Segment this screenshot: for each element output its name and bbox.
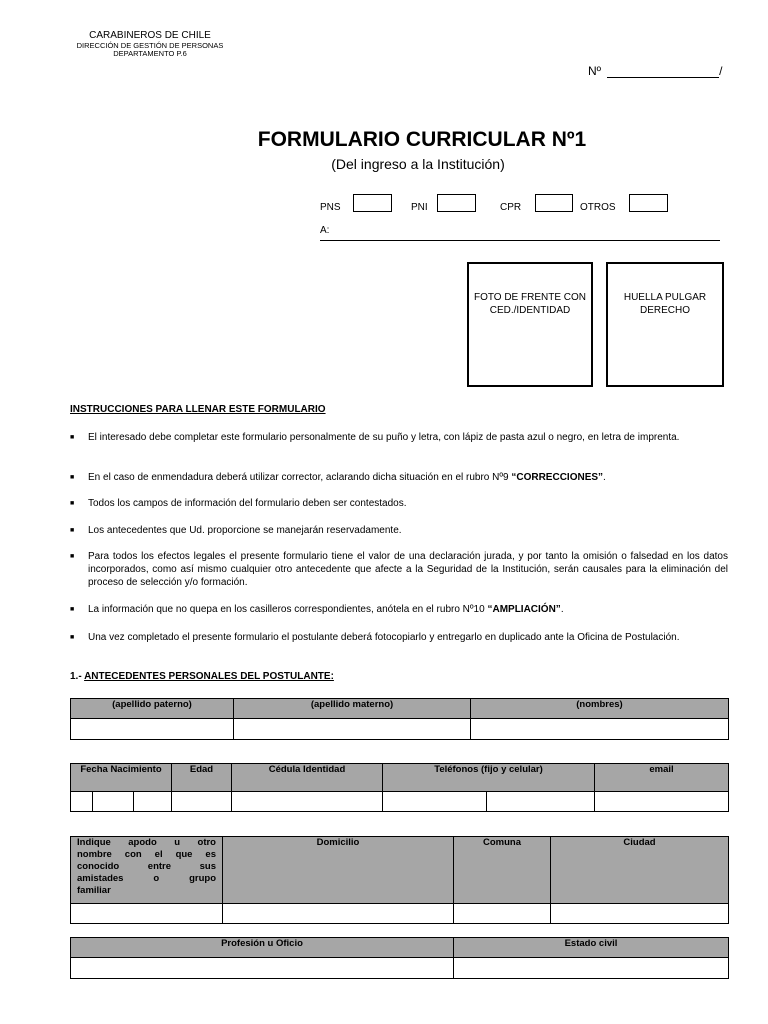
form-subtitle: (Del ingreso a la Institución): [331, 156, 505, 172]
header-nombres: (nombres): [471, 699, 729, 719]
code-label-pns: PNS: [320, 202, 341, 213]
bullet-icon: ■: [70, 634, 75, 641]
bullet-icon: ■: [70, 500, 75, 507]
instruction-text: Para todos los efectos legales el presente formulario tiene el valor de una declaración jurada, y por tanto la omisión o falsedad en los datos incorporados, como así mismo cualquier otro antecedente que afecte a la Seguridad de la Institución, serán causales para la eliminación del proceso de selección y/o formación.: [88, 551, 728, 588]
header-telefonos: Teléfonos (fijo y celular): [383, 764, 595, 792]
instruction-item: [70, 524, 728, 537]
input-email[interactable]: [595, 792, 729, 812]
header-apellido-materno: (apellido materno): [234, 699, 471, 719]
photo-label-line2: CED./IDENTIDAD: [489, 305, 571, 316]
code-box-pns[interactable]: [353, 194, 392, 212]
apodo-line: familiar: [77, 885, 111, 896]
names-table: [70, 698, 729, 740]
photo-box: [467, 262, 593, 387]
input-domicilio[interactable]: [223, 904, 454, 924]
thumbprint-box: [606, 262, 724, 387]
apodo-line: amistades o grupo: [77, 873, 216, 884]
code-label-pni: PNI: [411, 202, 428, 213]
code-box-cpr[interactable]: [535, 194, 573, 212]
input-apodo[interactable]: [71, 904, 223, 924]
instruction-item: [70, 631, 728, 644]
input-estado-civil[interactable]: [454, 958, 729, 979]
profession-table: [70, 937, 729, 979]
input-birth-year[interactable]: [134, 792, 172, 812]
organization-header: [60, 30, 240, 59]
number-label: Nº: [588, 64, 602, 78]
number-line[interactable]: [607, 65, 719, 78]
org-name: CARABINEROS DE CHILE: [89, 30, 211, 41]
bullet-icon: ■: [70, 434, 75, 441]
instruction-text: En el caso de enmendadura deberá utilizar corrector, aclarando dicha situación en el rubro Nº9 “CORRECCIONES”.: [88, 472, 606, 483]
input-telefono-fijo[interactable]: [383, 792, 487, 812]
instruction-item: [70, 497, 728, 510]
input-birth-day[interactable]: [71, 792, 93, 812]
instruction-text: Una vez completado el presente formulario el postulante deberá fotocopiarlo y entregarlo en duplicado ante la Oficina de Postulación.: [88, 632, 680, 643]
org-directorate: DIRECCIÓN DE GESTIÓN DE PERSONAS: [76, 40, 224, 50]
address-table: [70, 836, 729, 924]
instruction-item: [70, 550, 728, 589]
instructions-title: INSTRUCCIONES PARA LLENAR ESTE FORMULARIO: [70, 404, 326, 415]
apodo-line: nombre con el que es: [77, 849, 216, 860]
input-telefono-celular[interactable]: [487, 792, 595, 812]
number-suffix: /: [719, 64, 723, 78]
thumb-label-line2: DERECHO: [639, 305, 690, 316]
thumb-label-line1: HUELLA PULGAR: [623, 292, 707, 303]
instruction-item: [70, 471, 728, 484]
input-comuna[interactable]: [454, 904, 551, 924]
header-ciudad: Ciudad: [551, 837, 729, 904]
section1-title: ANTECEDENTES PERSONALES DEL POSTULANTE:: [84, 671, 334, 682]
code-box-pni[interactable]: [437, 194, 476, 212]
org-department: DEPARTAMENTO P.6: [113, 49, 187, 59]
input-birth-month[interactable]: [93, 792, 134, 812]
code-label-otros: OTROS: [580, 202, 616, 213]
instruction-item: [70, 431, 728, 444]
header-apodo: [71, 837, 223, 904]
bullet-icon: ■: [70, 474, 75, 481]
apodo-line: Indique apodo u otro: [77, 837, 216, 848]
form-title: FORMULARIO CURRICULAR Nº1: [257, 128, 587, 151]
instruction-text: El interesado debe completar este formulario personalmente de su puño y letra, con lápiz de pasta azul o negro, en letra de imprenta.: [88, 432, 680, 443]
header-comuna: Comuna: [454, 837, 551, 904]
instruction-text: Los antecedentes que Ud. proporcione se manejarán reservadamente.: [88, 525, 402, 536]
input-apellido-materno[interactable]: [234, 719, 471, 740]
input-cedula[interactable]: [232, 792, 383, 812]
apodo-line: conocido entre sus: [77, 861, 216, 872]
photo-label-line1: FOTO DE FRENTE CON: [473, 292, 587, 303]
form-number-field[interactable]: [588, 64, 722, 78]
header-fecha-nacimiento: Fecha Nacimiento: [71, 764, 172, 792]
input-nombres[interactable]: [471, 719, 729, 740]
instruction-text: La información que no quepa en los casilleros correspondientes, anótela en el rubro Nº10 “AMPLIACIÓN”.: [88, 604, 564, 615]
input-profesion[interactable]: [71, 958, 454, 979]
code-box-otros[interactable]: [629, 194, 668, 212]
header-estado-civil: Estado civil: [454, 938, 729, 958]
header-domicilio: Domicilio: [223, 837, 454, 904]
bullet-icon: ■: [70, 553, 75, 560]
a-label: A:: [320, 225, 330, 236]
a-field-line[interactable]: [320, 240, 720, 241]
header-edad: Edad: [172, 764, 232, 792]
header-email: email: [595, 764, 729, 792]
section1-number: 1.-: [70, 671, 85, 682]
instruction-item: [70, 603, 728, 616]
input-ciudad[interactable]: [551, 904, 729, 924]
code-label-cpr: CPR: [500, 202, 522, 213]
header-apellido-paterno: (apellido paterno): [71, 699, 234, 719]
personal-data-table: [70, 763, 729, 812]
input-apellido-paterno[interactable]: [71, 719, 234, 740]
header-profesion: Profesión u Oficio: [71, 938, 454, 958]
header-cedula: Cédula Identidad: [232, 764, 383, 792]
input-edad[interactable]: [172, 792, 232, 812]
bullet-icon: ■: [70, 606, 75, 613]
bullet-icon: ■: [70, 527, 75, 534]
instruction-text: Todos los campos de información del formulario deben ser contestados.: [88, 498, 407, 509]
section1-heading: [70, 671, 334, 682]
